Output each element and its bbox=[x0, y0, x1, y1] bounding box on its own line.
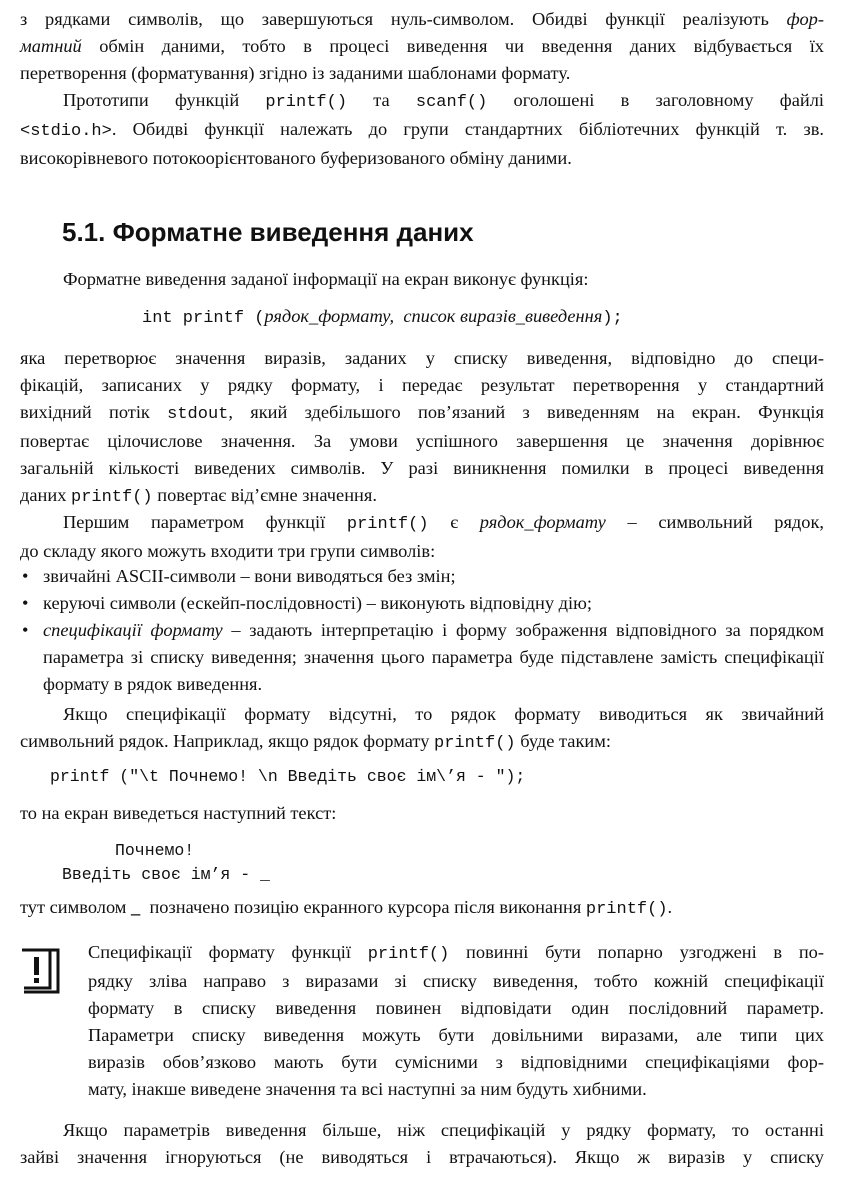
list-item: • керуючі символи (ескейп-послідовності) – виконують відповідну дію; bbox=[20, 590, 824, 617]
function-prototype: int printf (рядок_формату, список виразів_виведення); bbox=[142, 306, 623, 328]
paragraph-description: яка перетворює значення виразів, заданих у списку виведення, відповідно до специ- фікацій, записаних у рядку формату, і передає результат перетворення у стандартний вихідний потік stdout, який здебільшого пов’язаний з виведенням на екран. Функція повертає цілочислове значення. За умови успішного завершення це значення дорівнює загальній кількості виведених символів. У разі виникнення помилки в процесі виведення даних printf() повертає від’ємне значення. bbox=[20, 348, 824, 507]
exclamation-icon bbox=[20, 944, 62, 994]
paragraph-extra-params: Якщо параметрів виведення більше, ніж специфікацій у рядку формату, то останні зайві значення ігноруються (не виводяться і втрачаються). Якщо ж виразів у списку bbox=[20, 1120, 824, 1167]
output-line-2: Введіть своє ім’я - _ bbox=[62, 865, 270, 884]
cursor-glyph: _ bbox=[131, 897, 141, 917]
paragraph-format-string: Першим параметром функції printf() є рядок_формату – символьний рядок, до складу якого можуть входити три групи символів: bbox=[20, 512, 824, 561]
bullet-icon: • bbox=[22, 620, 29, 640]
paragraph-intro: з рядками символів, що завершуються нуль-символом. Обидві функції реалізують фор- матний обмін даними, тобто в процесі виведення чи введення даних відбувається їх перетворення (форматування) згідно із заданими шаблонами формату. bbox=[20, 9, 824, 83]
paragraph-function-intro: Форматне виведення заданої інформації на екран виконує функція: bbox=[63, 269, 589, 289]
symbol-groups-list bbox=[20, 563, 824, 698]
warning-note: Специфікації формату функції printf() повинні бути попарно узгоджені в по- рядку зліва направо з виразами зі списку виведення, тобто кожній специфікації формату в списку виведення повинен відповідати один послідовний параметр. Параметри списку виведення можуть бути довільними виразами, але типи цих виразів обов’язково мають бути сумісними з відповідними специфікаціями фор- мату, інакше виведене значення та всі наступні за ним будуть хибними. bbox=[88, 942, 824, 1099]
output-line-1: Почнемо! bbox=[115, 841, 195, 860]
code-example: printf ("\t Почнемо! \n Введіть своє ім\’я - "); bbox=[50, 767, 526, 786]
paragraph-example-intro: Якщо специфікації формату відсутні, то рядок формату виводиться як звичайний символьний рядок. Наприклад, якщо рядок формату printf() буде таким: bbox=[20, 704, 824, 753]
list-item: • звичайні ASCII-символи – вони виводяться без змін; bbox=[20, 563, 824, 590]
paragraph-prototypes: Прототипи функцій printf() та scanf() оголошені в заголовному файлі <stdio.h>. Обидві функції належать до групи стандартних бібліотечних функцій т. зв. високорівневого потокоорієнтованого буферизованого обміну даними. bbox=[20, 90, 824, 168]
paragraph-output-intro: то на екран виведеться наступний текст: bbox=[20, 803, 337, 823]
bullet-icon: • bbox=[22, 593, 29, 613]
bullet-icon: • bbox=[22, 566, 29, 586]
paragraph-cursor-note: тут символом _ позначено позицію екранного курсора після виконання printf(). bbox=[20, 897, 673, 919]
list-item: • специфікації формату – задають інтерпретацію і форму зображення відповідного за порядком параметра зі списку виведення; значення цього параметра буде підставлене замість специфікації формату в рядок виведення. bbox=[20, 617, 824, 698]
cursor-glyph: _ bbox=[260, 865, 270, 884]
section-heading: 5.1. Форматне виведення даних bbox=[62, 217, 474, 247]
